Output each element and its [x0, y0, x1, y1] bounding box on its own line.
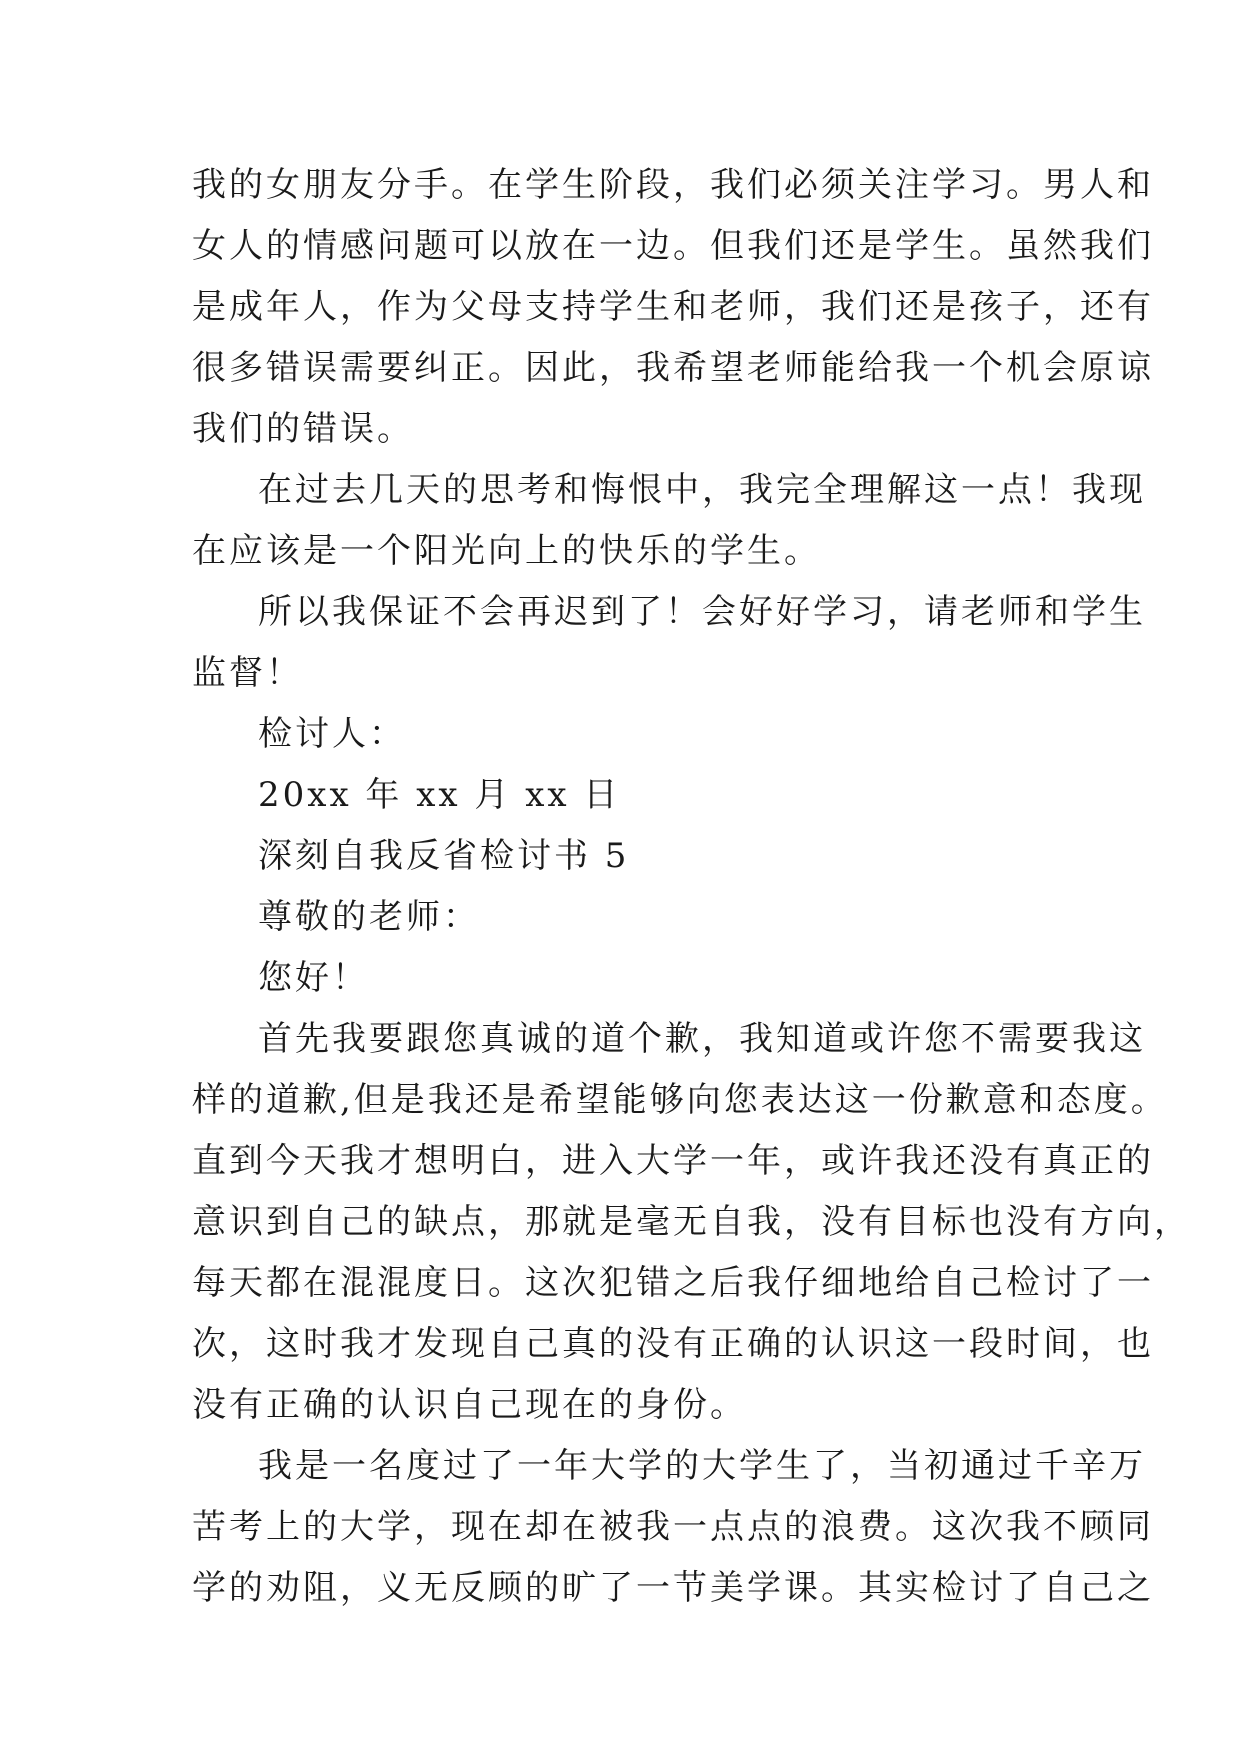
- signature-label: 检讨人：: [258, 714, 406, 754]
- text-line: 监督！: [192, 653, 303, 693]
- paragraph-start-line: 所以我保证不会再迟到了！会好好学习，请老师和学生: [258, 592, 1146, 632]
- greeting: 您好！: [258, 958, 369, 998]
- paragraph-start-line: 在过去几天的思考和悔恨中，我完全理解这一点！我现: [258, 470, 1146, 510]
- salutation: 尊敬的老师：: [258, 897, 480, 937]
- text-line: 样的道歉,但是我还是希望能够向您表达这一份歉意和态度。: [192, 1080, 1168, 1120]
- text-line: 每天都在混混度日。这次犯错之后我仔细地给自己检讨了一: [192, 1263, 1154, 1303]
- paragraph-start-line: 首先我要跟您真诚的道个歉，我知道或许您不需要我这: [258, 1019, 1146, 1059]
- text-line: 很多错误需要纠正。因此，我希望老师能给我一个机会原谅: [192, 348, 1154, 388]
- text-line: 在应该是一个阳光向上的快乐的学生。: [192, 531, 821, 571]
- text-line: 学的劝阻，义无反顾的旷了一节美学课。其实检讨了自己之: [192, 1568, 1154, 1608]
- text-line: 是成年人，作为父母支持学生和老师，我们还是孩子，还有: [192, 287, 1154, 327]
- text-line: 我们的错误。: [192, 409, 414, 449]
- text-line: 没有正确的认识自己现在的身份。: [192, 1385, 747, 1425]
- document-body: [192, 155, 1191, 1619]
- text-line: 女人的情感问题可以放在一边。但我们还是学生。虽然我们: [192, 226, 1154, 266]
- section-title: 深刻自我反省检讨书 5: [258, 836, 630, 876]
- text-line: 次，这时我才发现自己真的没有正确的认识这一段时间，也: [192, 1324, 1154, 1364]
- paragraph-start-line: 我是一名度过了一年大学的大学生了，当初通过千辛万: [258, 1446, 1146, 1486]
- text-line: 我的女朋友分手。在学生阶段，我们必须关注学习。男人和: [192, 165, 1154, 205]
- text-line: 苦考上的大学，现在却在被我一点点的浪费。这次我不顾同: [192, 1507, 1154, 1547]
- text-line: 直到今天我才想明白，进入大学一年，或许我还没有真正的: [192, 1141, 1154, 1181]
- text-line: 意识到自己的缺点，那就是毫无自我，没有目标也没有方向，: [192, 1202, 1191, 1242]
- date-line: 20xx 年 xx 月 xx 日: [258, 775, 621, 815]
